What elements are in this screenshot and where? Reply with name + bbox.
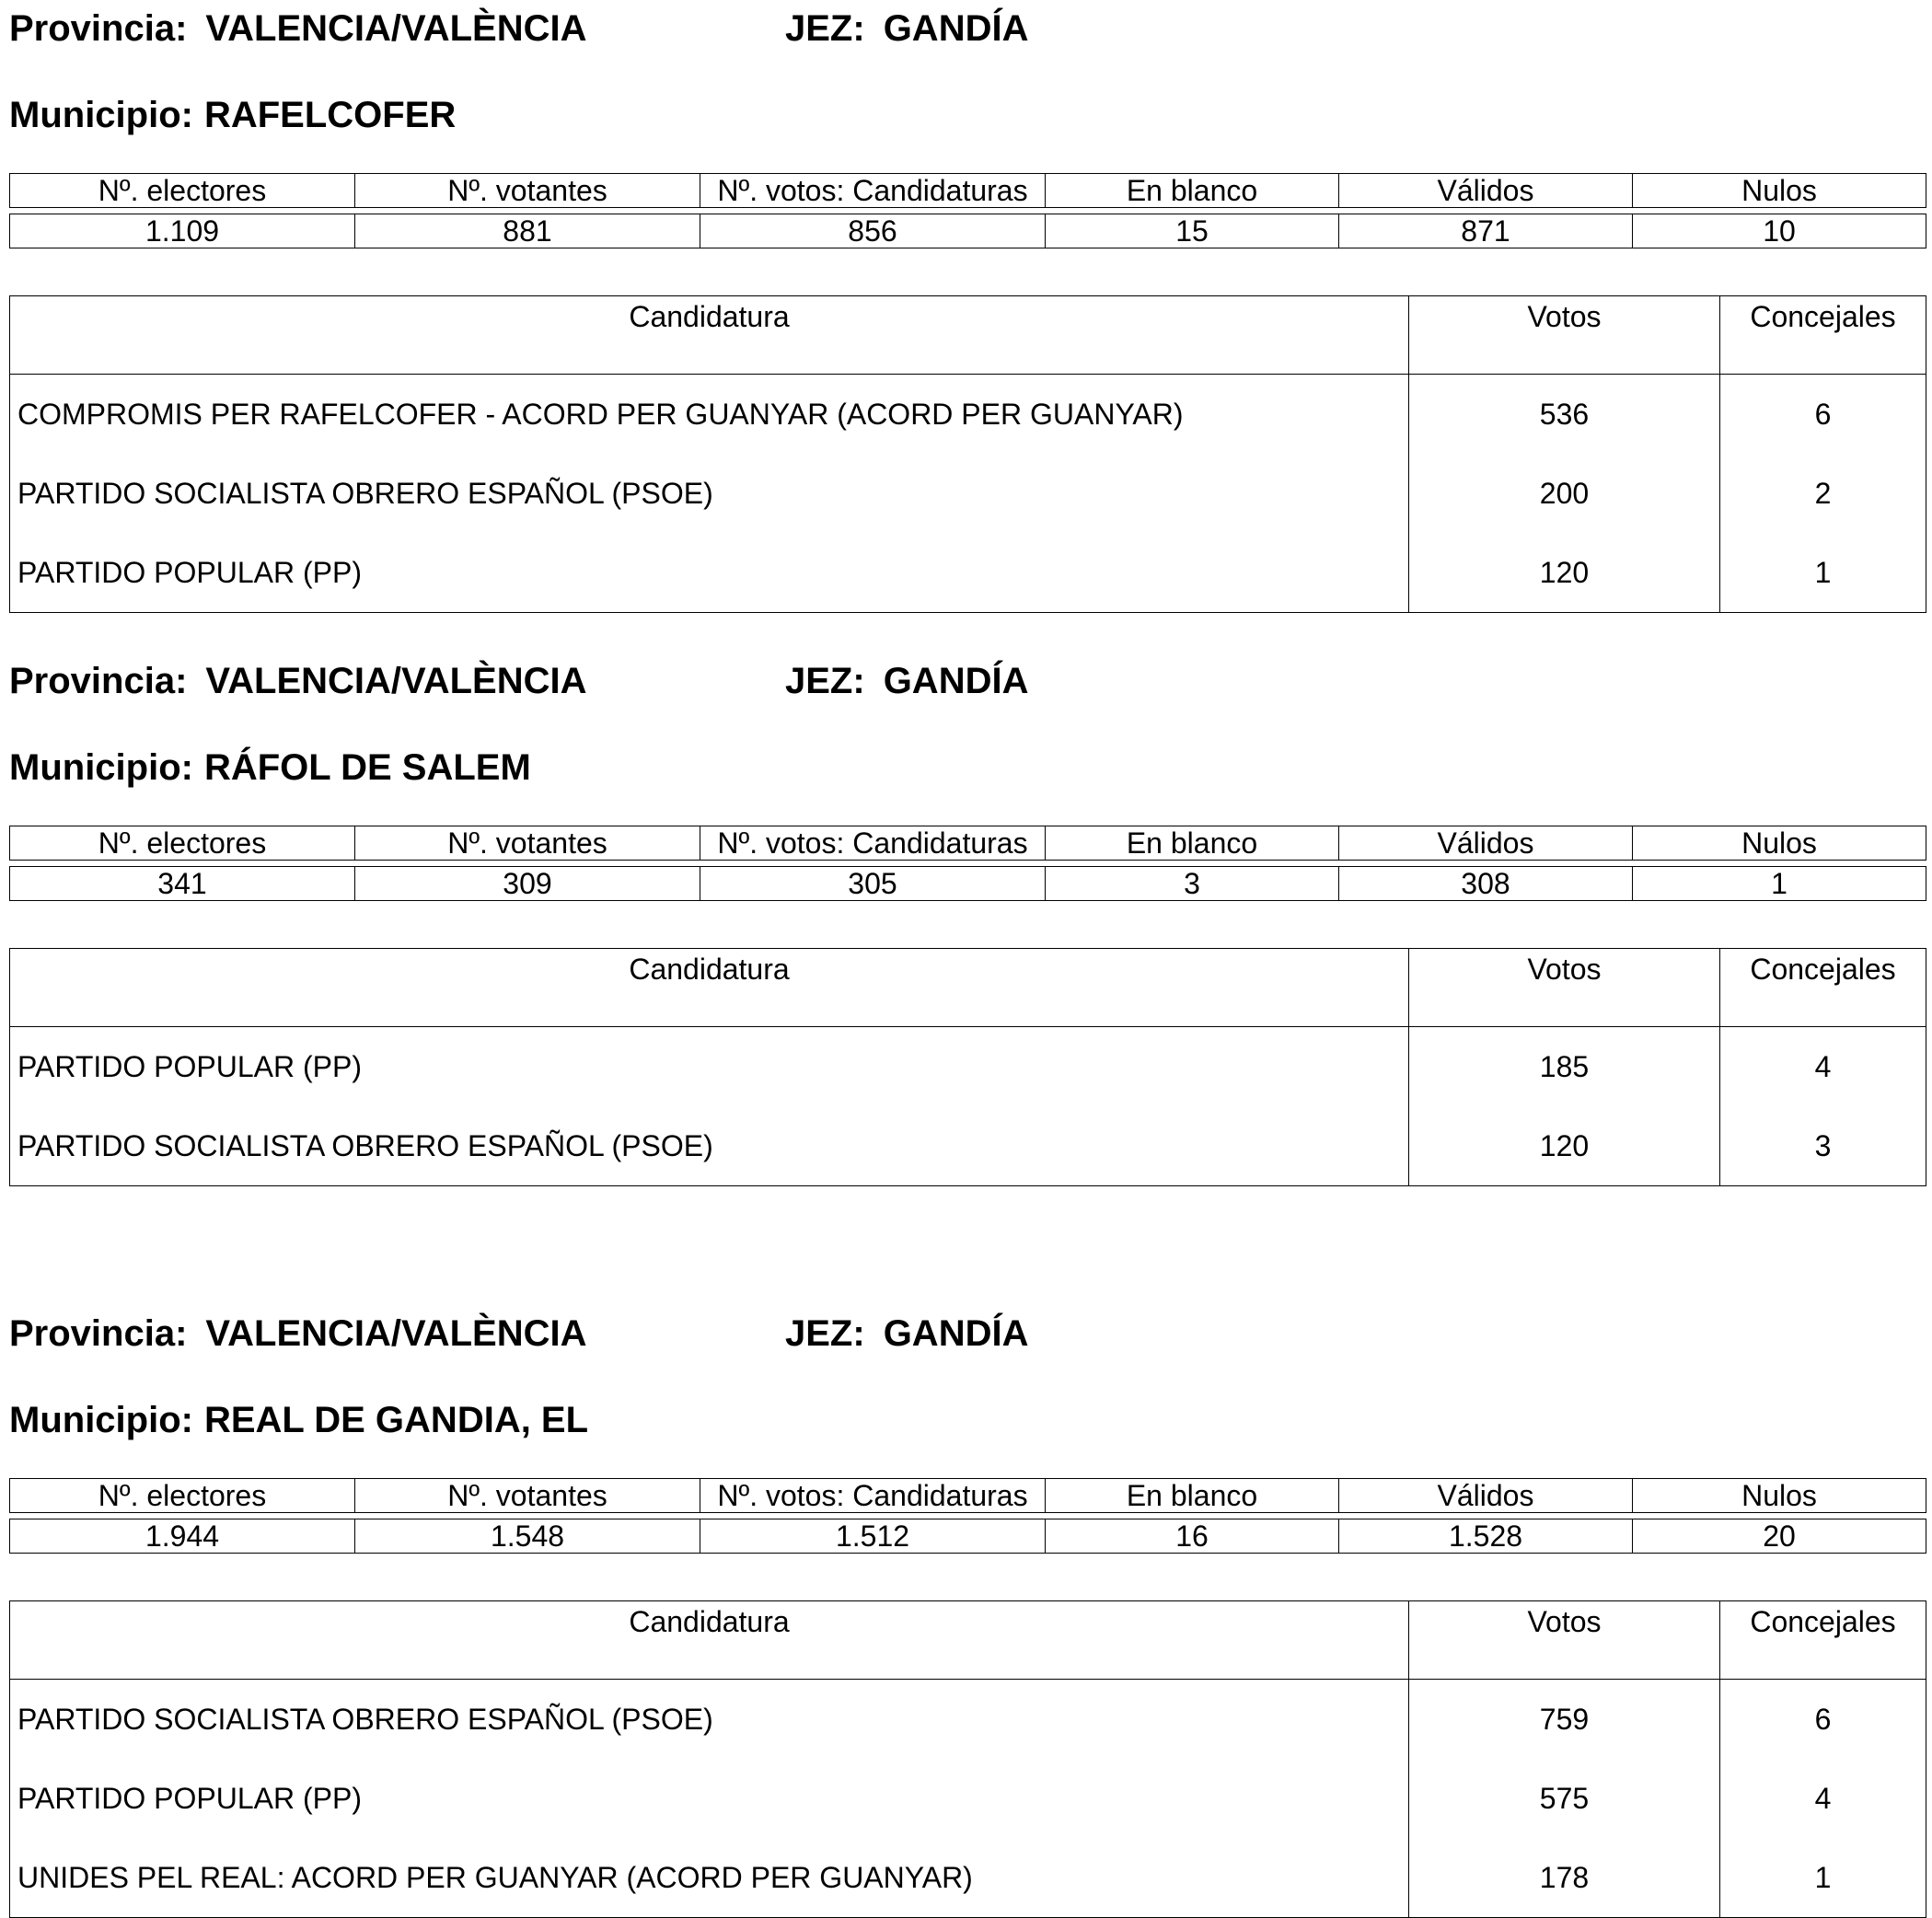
stat-header-votantes: Nº. votantes <box>355 174 700 208</box>
candidate-votos: 200 <box>1409 454 1720 533</box>
cand-header-candidatura: Candidatura <box>10 296 1409 375</box>
stats-table <box>9 1478 1926 1554</box>
stat-value-electores: 1.109 <box>10 214 355 248</box>
cand-header-concejales: Concejales <box>1720 1601 1926 1680</box>
municipio-line <box>9 1399 588 1441</box>
table-row <box>10 1838 1926 1918</box>
jez-label: JEZ: <box>785 661 865 701</box>
jez-label: JEZ: <box>785 1313 865 1354</box>
table-row <box>10 1759 1926 1838</box>
stat-value-nulos: 20 <box>1633 1519 1926 1554</box>
jez-value: GANDÍA <box>883 1313 1029 1354</box>
stat-header-votantes: Nº. votantes <box>355 1479 700 1513</box>
candidate-concejales: 3 <box>1720 1106 1926 1186</box>
candidate-name: PARTIDO POPULAR (PP) <box>17 1049 362 1083</box>
candidate-concejales: 1 <box>1720 1838 1926 1918</box>
stat-header-validos: Válidos <box>1339 174 1633 208</box>
cand-header-votos: Votos <box>1409 949 1720 1027</box>
stats-table <box>9 173 1926 248</box>
stat-header-nulos: Nulos <box>1633 1479 1926 1513</box>
candidate-name: PARTIDO SOCIALISTA OBRERO ESPAÑOL (PSOE) <box>17 1128 713 1162</box>
stat-value-en-blanco: 15 <box>1046 214 1339 248</box>
jez-value: GANDÍA <box>883 661 1029 701</box>
stat-header-votos-candidaturas: Nº. votos: Candidaturas <box>700 1479 1046 1513</box>
candidate-votos: 536 <box>1409 375 1720 455</box>
stat-header-electores: Nº. electores <box>10 1479 355 1513</box>
stat-value-nulos: 1 <box>1633 867 1926 901</box>
stat-header-nulos: Nulos <box>1633 174 1926 208</box>
jez-line <box>785 1312 1028 1355</box>
jez-line <box>785 7 1028 50</box>
table-row <box>10 375 1926 455</box>
candidate-votos: 185 <box>1409 1027 1720 1107</box>
candidate-concejales: 1 <box>1720 533 1926 613</box>
municipio-label: Municipio: <box>9 747 193 788</box>
candidate-votos: 575 <box>1409 1759 1720 1838</box>
table-row <box>10 454 1926 533</box>
jez-line <box>785 660 1028 702</box>
stat-value-en-blanco: 3 <box>1046 867 1339 901</box>
stat-value-en-blanco: 16 <box>1046 1519 1339 1554</box>
stat-header-en-blanco: En blanco <box>1046 174 1339 208</box>
provincia-value: VALENCIA/VALÈNCIA <box>205 8 587 49</box>
stat-value-electores: 341 <box>10 867 355 901</box>
cand-header-concejales: Concejales <box>1720 949 1926 1027</box>
candidate-name: PARTIDO POPULAR (PP) <box>17 1781 362 1815</box>
candidate-name: UNIDES PEL REAL: ACORD PER GUANYAR (ACORD PER GUANYAR) <box>17 1860 973 1894</box>
candidate-concejales: 4 <box>1720 1027 1926 1107</box>
provincia-line <box>9 1312 587 1355</box>
cand-header-candidatura: Candidatura <box>10 1601 1409 1680</box>
provincia-value: VALENCIA/VALÈNCIA <box>205 661 587 701</box>
candidate-votos: 120 <box>1409 1106 1720 1186</box>
stat-value-validos: 308 <box>1339 867 1633 901</box>
candidate-votos: 120 <box>1409 533 1720 613</box>
stat-header-validos: Válidos <box>1339 1479 1633 1513</box>
stat-header-en-blanco: En blanco <box>1046 1479 1339 1513</box>
table-row <box>10 1106 1926 1186</box>
candidate-name: PARTIDO POPULAR (PP) <box>17 555 362 589</box>
stat-header-validos: Válidos <box>1339 826 1633 861</box>
stat-value-votantes: 309 <box>355 867 700 901</box>
candidate-concejales: 6 <box>1720 1680 1926 1760</box>
cand-header-concejales: Concejales <box>1720 296 1926 375</box>
candidates-table <box>9 295 1926 613</box>
stat-value-votos-candidaturas: 856 <box>700 214 1046 248</box>
stat-value-validos: 1.528 <box>1339 1519 1633 1554</box>
candidate-name: PARTIDO SOCIALISTA OBRERO ESPAÑOL (PSOE) <box>17 476 713 510</box>
municipio-value: RÁFOL DE SALEM <box>203 747 531 788</box>
candidate-concejales: 4 <box>1720 1759 1926 1838</box>
stat-header-votos-candidaturas: Nº. votos: Candidaturas <box>700 174 1046 208</box>
candidates-table <box>9 1600 1926 1918</box>
candidates-table <box>9 948 1926 1186</box>
stat-header-electores: Nº. electores <box>10 826 355 861</box>
provincia-line <box>9 660 587 702</box>
candidate-concejales: 2 <box>1720 454 1926 533</box>
provincia-label: Provincia: <box>9 8 188 49</box>
stat-header-electores: Nº. electores <box>10 174 355 208</box>
jez-value: GANDÍA <box>883 8 1029 49</box>
table-row <box>10 1027 1926 1107</box>
stats-table <box>9 826 1926 901</box>
stat-value-votantes: 881 <box>355 214 700 248</box>
municipio-line <box>9 94 456 136</box>
provincia-line <box>9 7 587 50</box>
cand-header-votos: Votos <box>1409 296 1720 375</box>
municipio-label: Municipio: <box>9 95 193 135</box>
candidate-name: COMPROMIS PER RAFELCOFER - ACORD PER GUANYAR (ACORD PER GUANYAR) <box>17 397 1184 431</box>
stat-value-votos-candidaturas: 305 <box>700 867 1046 901</box>
stat-header-votos-candidaturas: Nº. votos: Candidaturas <box>700 826 1046 861</box>
cand-header-candidatura: Candidatura <box>10 949 1409 1027</box>
table-row <box>10 533 1926 613</box>
stat-header-en-blanco: En blanco <box>1046 826 1339 861</box>
candidate-votos: 178 <box>1409 1838 1720 1918</box>
cand-header-votos: Votos <box>1409 1601 1720 1680</box>
jez-label: JEZ: <box>785 8 865 49</box>
candidate-name: PARTIDO SOCIALISTA OBRERO ESPAÑOL (PSOE) <box>17 1702 713 1736</box>
municipio-line <box>9 746 531 789</box>
municipio-value: REAL DE GANDIA, EL <box>203 1400 589 1440</box>
candidate-votos: 759 <box>1409 1680 1720 1760</box>
stat-value-votos-candidaturas: 1.512 <box>700 1519 1046 1554</box>
provincia-label: Provincia: <box>9 1313 188 1354</box>
stat-header-votantes: Nº. votantes <box>355 826 700 861</box>
provincia-label: Provincia: <box>9 661 188 701</box>
municipio-label: Municipio: <box>9 1400 193 1440</box>
stat-value-electores: 1.944 <box>10 1519 355 1554</box>
stat-header-nulos: Nulos <box>1633 826 1926 861</box>
table-row <box>10 1680 1926 1760</box>
stat-value-validos: 871 <box>1339 214 1633 248</box>
municipio-value: RAFELCOFER <box>203 95 457 135</box>
provincia-value: VALENCIA/VALÈNCIA <box>205 1313 587 1354</box>
stat-value-nulos: 10 <box>1633 214 1926 248</box>
stat-value-votantes: 1.548 <box>355 1519 700 1554</box>
candidate-concejales: 6 <box>1720 375 1926 455</box>
